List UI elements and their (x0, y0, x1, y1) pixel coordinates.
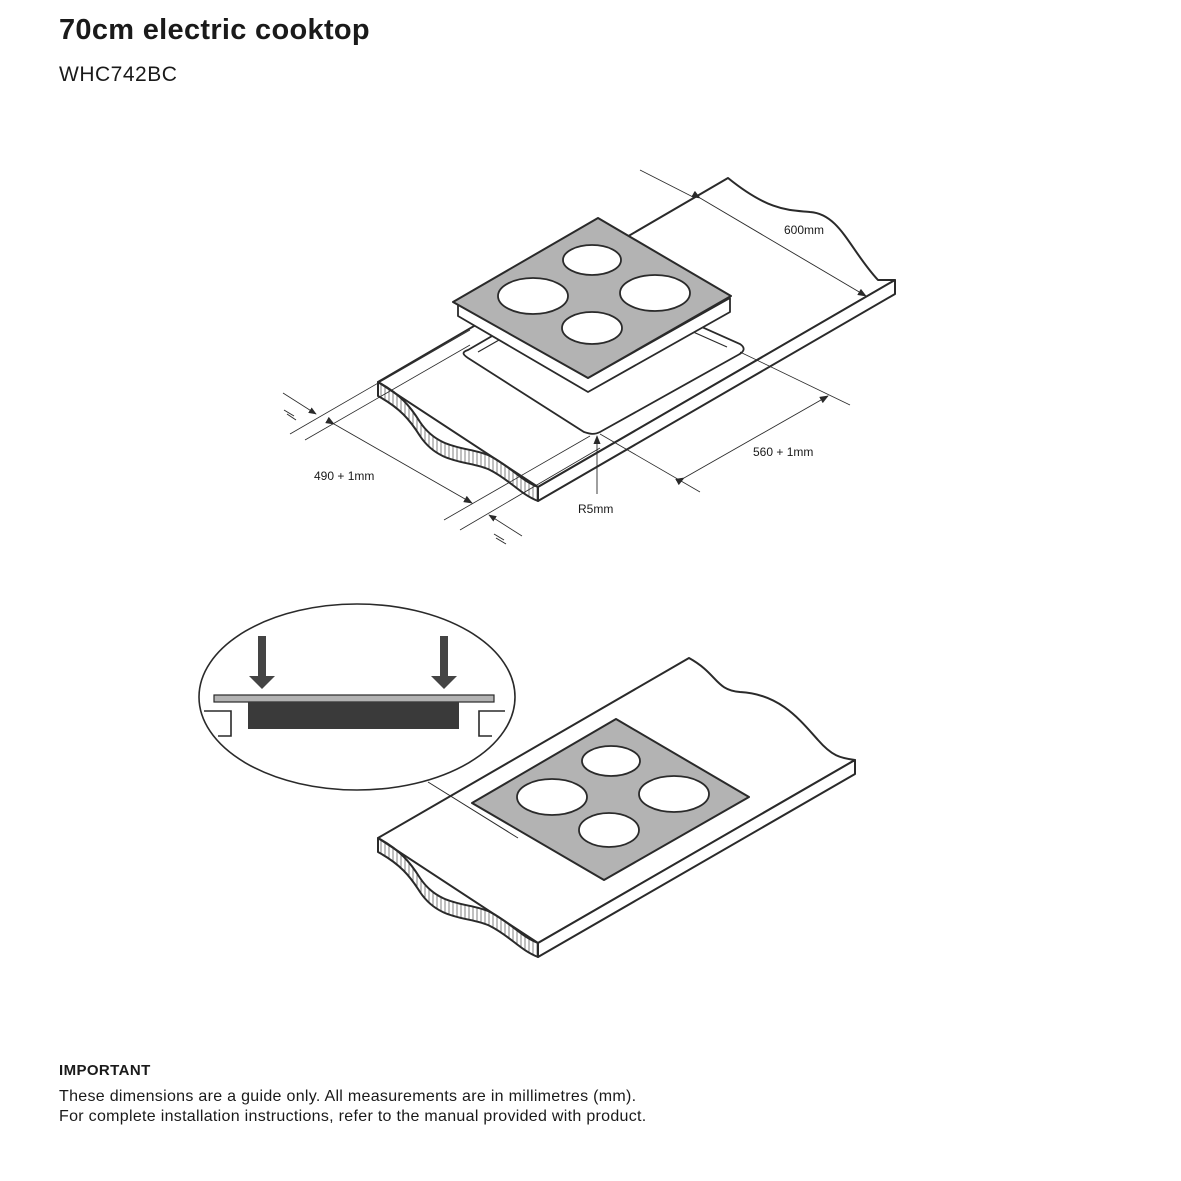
dimension-label-600: 600mm (784, 223, 825, 237)
corner-radius-label: R5mm (578, 502, 614, 516)
important-line-2: For complete installation instructions, refer to the manual provided with product. (59, 1108, 647, 1125)
installed-zone-rear (582, 746, 640, 776)
page-title: 70cm electric cooktop (59, 14, 370, 46)
cutout-diagram (283, 170, 895, 544)
dimension-label-560: 560 + 1mm (753, 445, 814, 459)
equal-mark-left (284, 410, 296, 420)
important-heading: IMPORTANT (59, 1062, 151, 1079)
equal-mark-right (494, 534, 506, 544)
cooking-zone-left (498, 278, 568, 314)
important-line-1: These dimensions are a guide only. All measurements are in millimetres (mm). (59, 1088, 637, 1105)
installed-diagram (199, 604, 855, 957)
cooking-zone-rear (563, 245, 621, 275)
important-note (59, 1062, 959, 1127)
detail-hob-body (248, 702, 459, 729)
model-number: WHC742BC (59, 63, 178, 86)
installed-zone-front (579, 813, 639, 847)
cooking-zone-front (562, 312, 622, 344)
installed-zone-right (639, 776, 709, 812)
detail-glass-plate (214, 695, 494, 702)
installed-zone-left (517, 779, 587, 815)
dimension-label-490: 490 + 1mm (314, 469, 375, 483)
dimension-line-490 (334, 424, 472, 503)
cooking-zone-right (620, 275, 690, 311)
dimension-line-560 (684, 396, 828, 478)
